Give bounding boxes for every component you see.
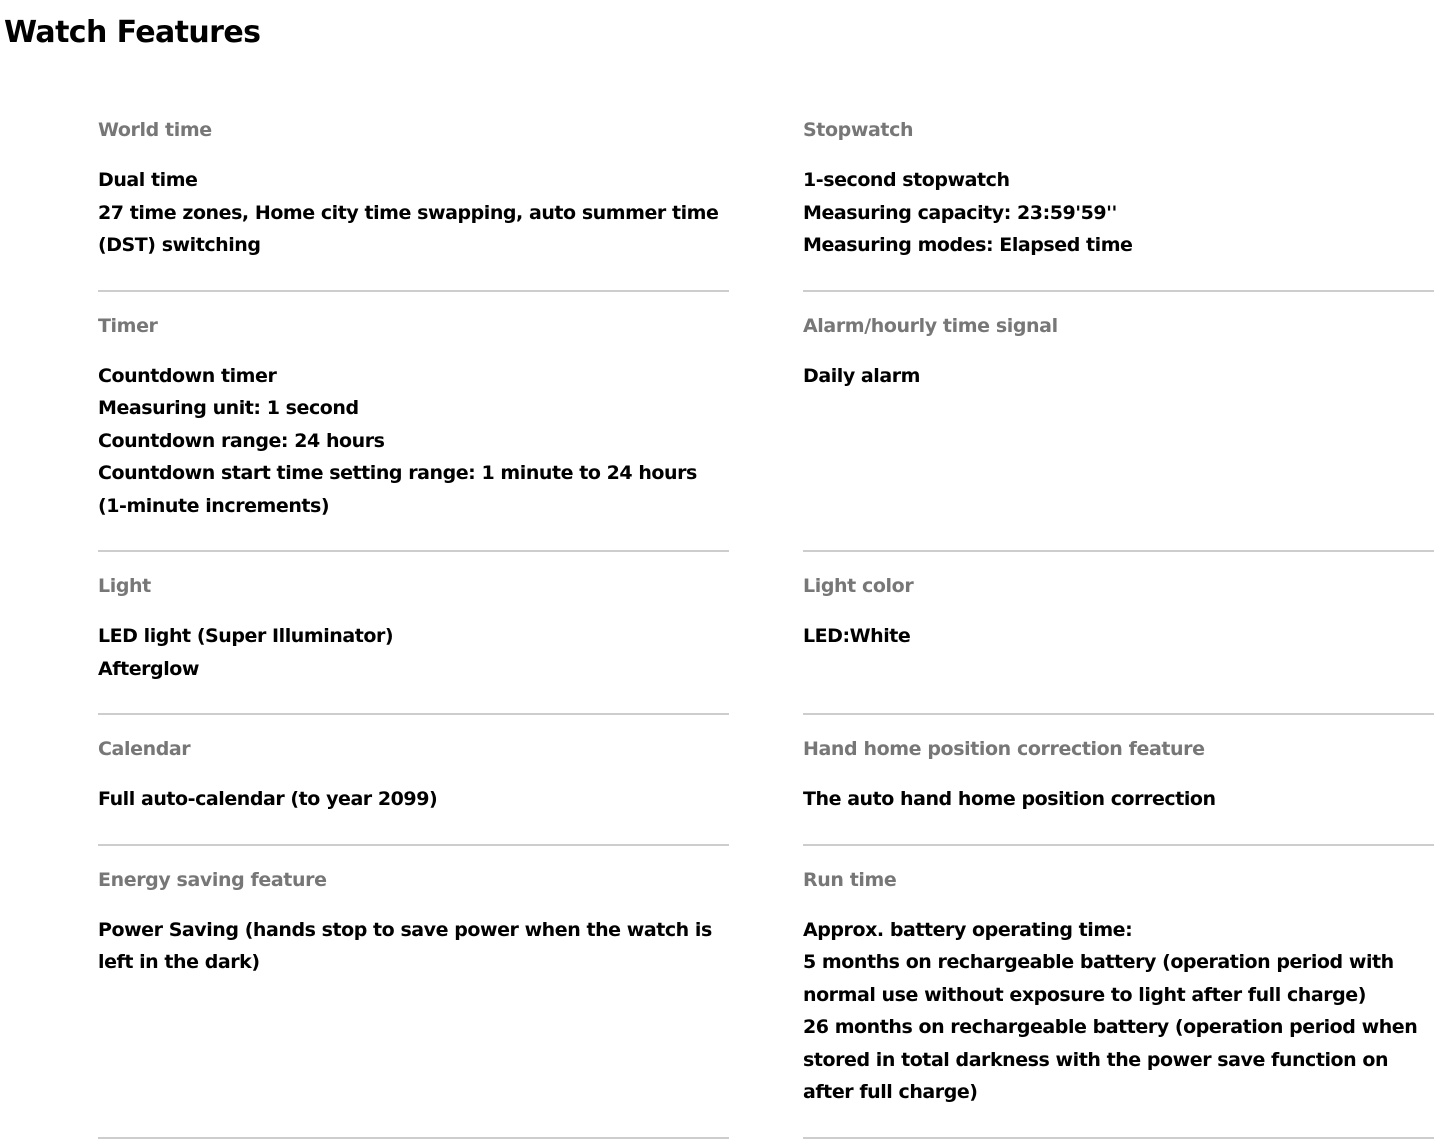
features-grid bbox=[98, 96, 1433, 1139]
feature-timer bbox=[98, 292, 729, 553]
feature-name: Calendar bbox=[98, 738, 191, 760]
feature-world-time bbox=[98, 96, 729, 292]
feature-value: Full auto-calendar (to year 2099) bbox=[98, 788, 438, 810]
feature-run-time bbox=[803, 846, 1434, 1139]
feature-name: Energy saving feature bbox=[98, 868, 327, 891]
feature-value: Daily alarm bbox=[803, 364, 920, 387]
feature-value: Dual time bbox=[98, 169, 198, 191]
feature-value: Afterglow bbox=[98, 657, 199, 680]
feature-name: Run time bbox=[803, 868, 897, 891]
feature-value: Measuring modes: Elapsed time bbox=[803, 234, 1133, 256]
feature-value: Approx. battery operating time: bbox=[803, 918, 1133, 941]
feature-value: Power Saving (hands stop to save power when the watch is left in the dark) bbox=[98, 918, 712, 973]
feature-value: Countdown start time setting range: 1 minute to 24 hours (1-minute increments) bbox=[98, 462, 697, 517]
feature-energy-saving bbox=[98, 846, 729, 1139]
feature-value: 26 months on rechargeable battery (operation period when stored in total darkness with the power save function on after full charge) bbox=[803, 1016, 1418, 1103]
feature-light-color bbox=[803, 552, 1434, 715]
feature-value: 5 months on rechargeable battery (operation period with normal use without exposure to light after full charge) bbox=[803, 951, 1394, 1006]
feature-value: Countdown timer bbox=[98, 364, 277, 387]
feature-value: Measuring capacity: 23:59'59'' bbox=[803, 201, 1117, 224]
feature-name: Hand home position correction feature bbox=[803, 738, 1205, 760]
feature-stopwatch bbox=[803, 96, 1434, 292]
feature-value: 1-second stopwatch bbox=[803, 169, 1010, 191]
feature-calendar bbox=[98, 715, 729, 846]
feature-value: 27 time zones, Home city time swapping, auto summer time (DST) switching bbox=[98, 201, 719, 256]
feature-light bbox=[98, 552, 729, 715]
page-title: Watch Features bbox=[4, 15, 261, 50]
feature-hand-home-position-correction bbox=[803, 715, 1434, 846]
feature-name: Timer bbox=[98, 314, 158, 337]
feature-value: LED:White bbox=[803, 625, 911, 647]
feature-value: LED light (Super Illuminator) bbox=[98, 625, 394, 647]
feature-name: Light bbox=[98, 575, 151, 597]
feature-name: Stopwatch bbox=[803, 119, 914, 141]
feature-alarm-hourly-time-signal bbox=[803, 292, 1434, 553]
feature-value: Measuring unit: 1 second bbox=[98, 397, 359, 419]
feature-value: Countdown range: 24 hours bbox=[98, 429, 385, 452]
feature-name: World time bbox=[98, 119, 212, 141]
feature-name: Light color bbox=[803, 575, 914, 597]
feature-name: Alarm/hourly time signal bbox=[803, 314, 1058, 337]
feature-value: The auto hand home position correction bbox=[803, 788, 1216, 810]
